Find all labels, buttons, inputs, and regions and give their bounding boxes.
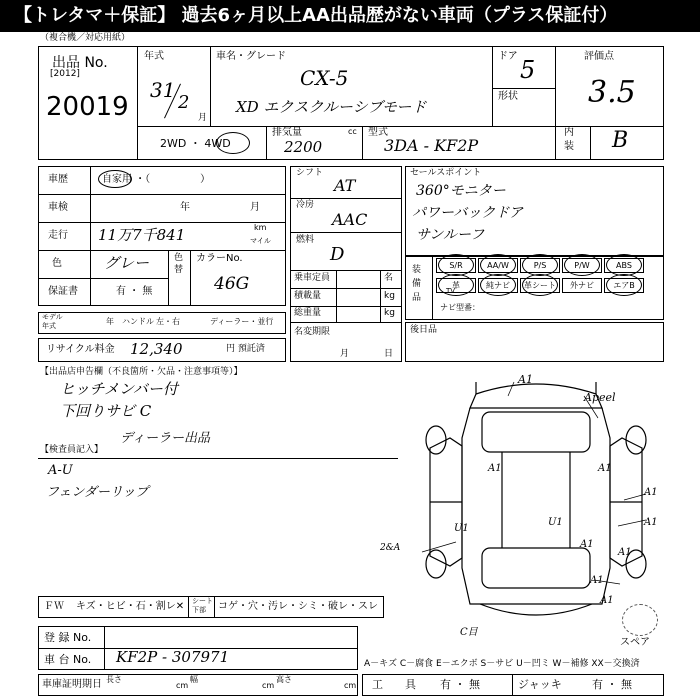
lot-sub: [2012]	[50, 69, 80, 79]
equipment-circle-mark	[606, 274, 642, 296]
equipment-circle-mark	[438, 274, 474, 296]
shape-label: 形状	[498, 91, 518, 102]
equipment-circle-mark	[522, 254, 558, 276]
damage-mark-front: A1	[518, 373, 533, 386]
year-era: 31	[150, 78, 176, 102]
spare-tire-label: スペア	[620, 637, 650, 648]
dealer-comment-3: ディーラー出品	[120, 431, 210, 446]
capacity-unit: 名	[384, 273, 394, 283]
chassis-value: KF2P - 307971	[116, 648, 230, 666]
equipment-circle-mark	[480, 254, 516, 276]
sales-point-3: サンルーフ	[416, 227, 485, 243]
registration-label: 登 録 No.	[44, 631, 92, 644]
load-label: 積載量	[294, 291, 322, 301]
lot-number: 20019	[46, 92, 129, 122]
equipment-circle-mark	[480, 274, 516, 296]
warranty-label: 保証書	[48, 286, 78, 297]
inspector-label: 【検査員記入】	[40, 445, 104, 455]
sales-point-1: 360°モニター	[416, 183, 506, 199]
year-label: 年式	[144, 51, 164, 62]
interior-label-2: 装	[564, 141, 574, 152]
color-label: 色	[52, 258, 62, 269]
recycle-value: 12,340	[130, 340, 183, 358]
damage-mark-quarter: A1	[618, 547, 632, 558]
equipment-alloy-wheels: AA/W	[487, 261, 509, 270]
damage-mark-left-rear-1: U1	[454, 523, 469, 534]
recycle-label: リサイクル料金	[46, 344, 115, 355]
ac-value: AAC	[332, 210, 368, 229]
damage-mark-left-front: A1	[488, 463, 502, 474]
year-month-unit: 月	[198, 113, 208, 123]
equipment-label-2: 備	[412, 279, 422, 289]
equipment-label-1: 装	[412, 265, 422, 275]
equipment-power-steering: P/S	[533, 261, 547, 270]
equipment-circle-mark	[522, 274, 558, 296]
jack-options: 有 ・ 無	[592, 678, 632, 691]
spare-tire-icon	[622, 604, 658, 636]
model-value: 3DA - KF2P	[384, 136, 479, 155]
car-grade: XD エクスクルーシブモード	[236, 98, 427, 116]
load-unit: kg	[384, 291, 395, 301]
equipment-circle-mark	[438, 254, 474, 276]
inspection-month: 月	[250, 202, 260, 213]
damage-mark-right-door: A1	[644, 517, 658, 528]
drive-circle-mark	[216, 132, 250, 154]
warranty-options: 有 ・ 無	[116, 286, 153, 297]
interior-value: B	[612, 128, 629, 153]
fuel-label: 燃料	[296, 235, 315, 245]
equipment-tv: TV	[446, 287, 456, 295]
interior-label-1: 内	[564, 127, 574, 138]
damage-mark-right-front: A1	[598, 463, 612, 474]
shift-value: AT	[334, 176, 356, 195]
equipment-circle-mark	[606, 254, 642, 276]
shift-label: シフト	[296, 168, 324, 178]
color-change-label-2: 替	[174, 265, 184, 275]
sheet-header: 【トレタマ＋保証】 過去6ヶ月以上AA出品歴がない車両（プラス保証付）	[0, 0, 700, 32]
color-value: グレー	[104, 254, 150, 272]
fuel-value: D	[330, 244, 345, 265]
model-year-unit: 年	[106, 317, 114, 326]
equipment-abs: ABS	[616, 261, 632, 270]
color-change-label-1: 色	[174, 253, 184, 263]
gross-label: 総重量	[294, 308, 322, 318]
length-label: 長さ	[106, 675, 122, 684]
garage-expiry-label: 車庫証明期日	[42, 679, 102, 690]
equipment-genuine-navi: 純ナビ	[486, 281, 510, 290]
dealer-comment-1: ヒッチメンバー付	[60, 380, 178, 398]
equipment-label-3: 品	[412, 293, 422, 303]
dealer-comment-2: 下回りサビ C	[60, 402, 152, 420]
fw-label: ＦＷ	[44, 601, 64, 612]
equipment-leather-seat: 革シート	[524, 281, 556, 290]
history-options: 自家用 ・（ ）	[102, 174, 211, 185]
after-items-label: 後日品	[410, 325, 438, 335]
height-unit: cm	[344, 681, 357, 690]
deadline-day: 日	[384, 349, 394, 359]
inspector-note-2: フェンダーリップ	[46, 485, 149, 500]
car-name: CX-5	[300, 66, 349, 90]
model-year-label-2: 年式	[42, 322, 56, 330]
damage-mark-apeel: Apeel	[584, 391, 616, 404]
damage-mark-right-fender: A1	[644, 487, 658, 498]
equipment-airbag: エアB	[613, 281, 635, 290]
chassis-label: 車 台 No.	[44, 653, 92, 666]
displacement-unit: cc	[348, 127, 357, 136]
score-value: 3.5	[588, 75, 636, 110]
damage-mark-rear-note: 2&A	[380, 543, 401, 553]
inspector-note-1: A-U	[48, 463, 73, 478]
seat-label-1: シート	[192, 597, 213, 605]
handle-label: ハンドル	[122, 317, 154, 326]
length-unit: cm	[176, 681, 189, 690]
drive-type: 2WD ・ 4WD	[160, 137, 231, 150]
mileage-unit-mile: マイル	[250, 237, 271, 245]
history-label: 車歴	[48, 174, 68, 185]
capacity-label: 乗車定員	[294, 273, 331, 283]
car-damage-diagram	[410, 368, 662, 630]
lot-label: 出品 No.	[52, 55, 108, 71]
model-label: 型式	[368, 127, 388, 138]
seat-defects: コゲ・穴・汚レ・シミ・破レ・スレ	[218, 601, 378, 612]
damage-mark-rear-bumper: A1	[590, 575, 604, 586]
mileage-value: 11万7千841	[98, 226, 186, 244]
history-circle-mark	[98, 170, 132, 188]
displacement-value: 2200	[284, 138, 323, 156]
dealer-comments-label: 【出品店申告欄（不良箇所・欠品・注意事項等）】	[40, 367, 243, 377]
color-code-value: 46G	[214, 274, 250, 294]
seat-label-2: 下部	[192, 606, 206, 614]
width-unit: cm	[262, 681, 275, 690]
damage-mark-front-note: C目	[460, 627, 478, 638]
jack-label: ジャッキ	[518, 678, 562, 691]
damage-code-legend: A－キズ C－腐食 E－エクボ S－サビ U－凹ミ W－補修 XX－交換済	[364, 659, 640, 669]
gross-unit: kg	[384, 308, 395, 318]
ac-label: 冷房	[296, 200, 315, 210]
sales-point-2: パワーバックドア	[412, 205, 523, 221]
fw-items: キズ・ヒビ・石・割レ✕	[76, 601, 185, 612]
inspection-year: 年	[180, 202, 190, 213]
damage-mark-right-rear: A1	[580, 539, 594, 550]
equipment-leather: 革	[452, 281, 460, 290]
handle-options: 左・右	[156, 317, 180, 326]
sheet-subnote: （複合機／対応用紙）	[40, 33, 131, 43]
displacement-label: 排気量	[272, 127, 302, 138]
equipment-circle-mark	[564, 254, 600, 276]
equipment-sunroof: S/R	[449, 261, 463, 270]
inspection-label: 車検	[48, 202, 68, 213]
car-name-label: 車名・グレード	[216, 51, 286, 62]
damage-mark-rear: A1	[600, 595, 614, 606]
navi-model-label: ナビ型番：	[440, 303, 480, 312]
tools-options: 有 ・ 無	[440, 678, 480, 691]
door-value: 5	[520, 56, 536, 84]
mileage-label: 走行	[48, 230, 68, 241]
score-label: 評価点	[584, 51, 614, 62]
equipment-aftermarket-navi: 外ナビ	[570, 281, 594, 290]
sales-points-label: セールスポイント	[410, 168, 482, 178]
model-year-label-1: モデル	[42, 313, 63, 321]
after-items-section	[405, 322, 664, 362]
deadline-label: 名変期限	[294, 327, 331, 337]
color-code-label: カラーNo.	[196, 253, 243, 264]
width-label: 幅	[190, 675, 198, 684]
height-label: 高さ	[276, 675, 292, 684]
recycle-unit: 円 預託済	[226, 344, 265, 354]
mileage-unit-km: km	[254, 223, 267, 232]
door-label: ドア	[498, 51, 518, 62]
year-month: 2	[178, 92, 190, 113]
deadline-month: 月	[340, 349, 350, 359]
dealer-label: ディーラー・並行	[210, 317, 274, 326]
equipment-power-windows: P/W	[574, 261, 590, 270]
damage-mark-left-rear-2: U1	[548, 517, 563, 528]
tools-label: 工 具	[372, 678, 416, 691]
